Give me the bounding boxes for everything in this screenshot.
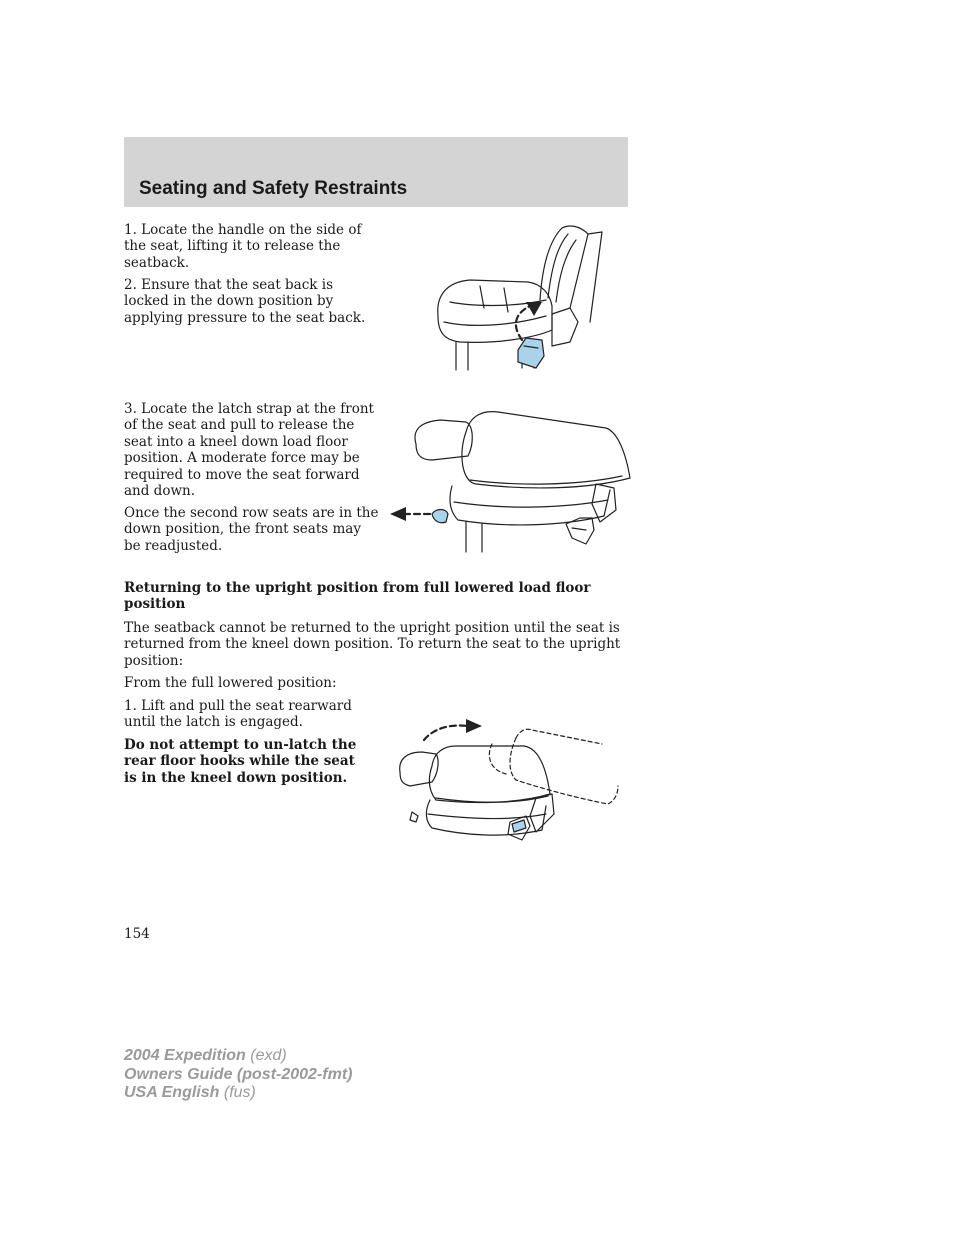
step-1-release-seatback: 1. Locate the handle on the side of the seat, lifting it to release the seatback. — [124, 222, 362, 271]
seat-rearward-illustration — [396, 716, 626, 842]
step-3-latch-strap: 3. Locate the latch strap at the front of the seat and pull to release the seat into a kneel down load floor position. A moderate force may be required to move the seat forward and down. — [124, 401, 374, 500]
footer-model-code: (exd) — [250, 1047, 287, 1064]
footer-line-model — [124, 1047, 352, 1066]
section-title: Seating and Safety Restraints — [139, 178, 408, 199]
footer-line-language — [124, 1084, 352, 1103]
floor-hooks-warning: Do not attempt to un-latch the rear floor hooks while the seat is in the kneel down position. — [124, 737, 357, 786]
section-header-band — [124, 137, 628, 207]
readjust-front-seats-note: Once the second row seats are in the down position, the front seats may be readjusted. — [124, 505, 379, 554]
document-footer — [124, 1047, 352, 1103]
footer-guide: Owners Guide (post-2002-fmt) — [124, 1065, 353, 1083]
seat-handle-illustration — [430, 222, 630, 374]
from-full-lowered: From the full lowered position: — [124, 675, 337, 691]
step-2-lock-seatback: 2. Ensure that the seat back is locked in the down position by applying pressure to the seat back. — [124, 277, 366, 326]
footer-model: 2004 Expedition — [124, 1047, 246, 1064]
footer-language: USA English — [124, 1084, 220, 1101]
latch-strap-illustration — [386, 404, 634, 560]
returning-heading: Returning to the upright position from full lowered load floor position — [124, 580, 591, 613]
footer-line-guide — [124, 1066, 352, 1085]
return-step-1: 1. Lift and pull the seat rearward until the latch is engaged. — [124, 698, 352, 731]
footer-language-code: (fus) — [223, 1084, 256, 1101]
returning-intro: The seatback cannot be returned to the upright position until the seat is returned from the kneel down position. To return the seat to the upright position: — [124, 620, 621, 669]
page-number: 154 — [124, 926, 150, 942]
